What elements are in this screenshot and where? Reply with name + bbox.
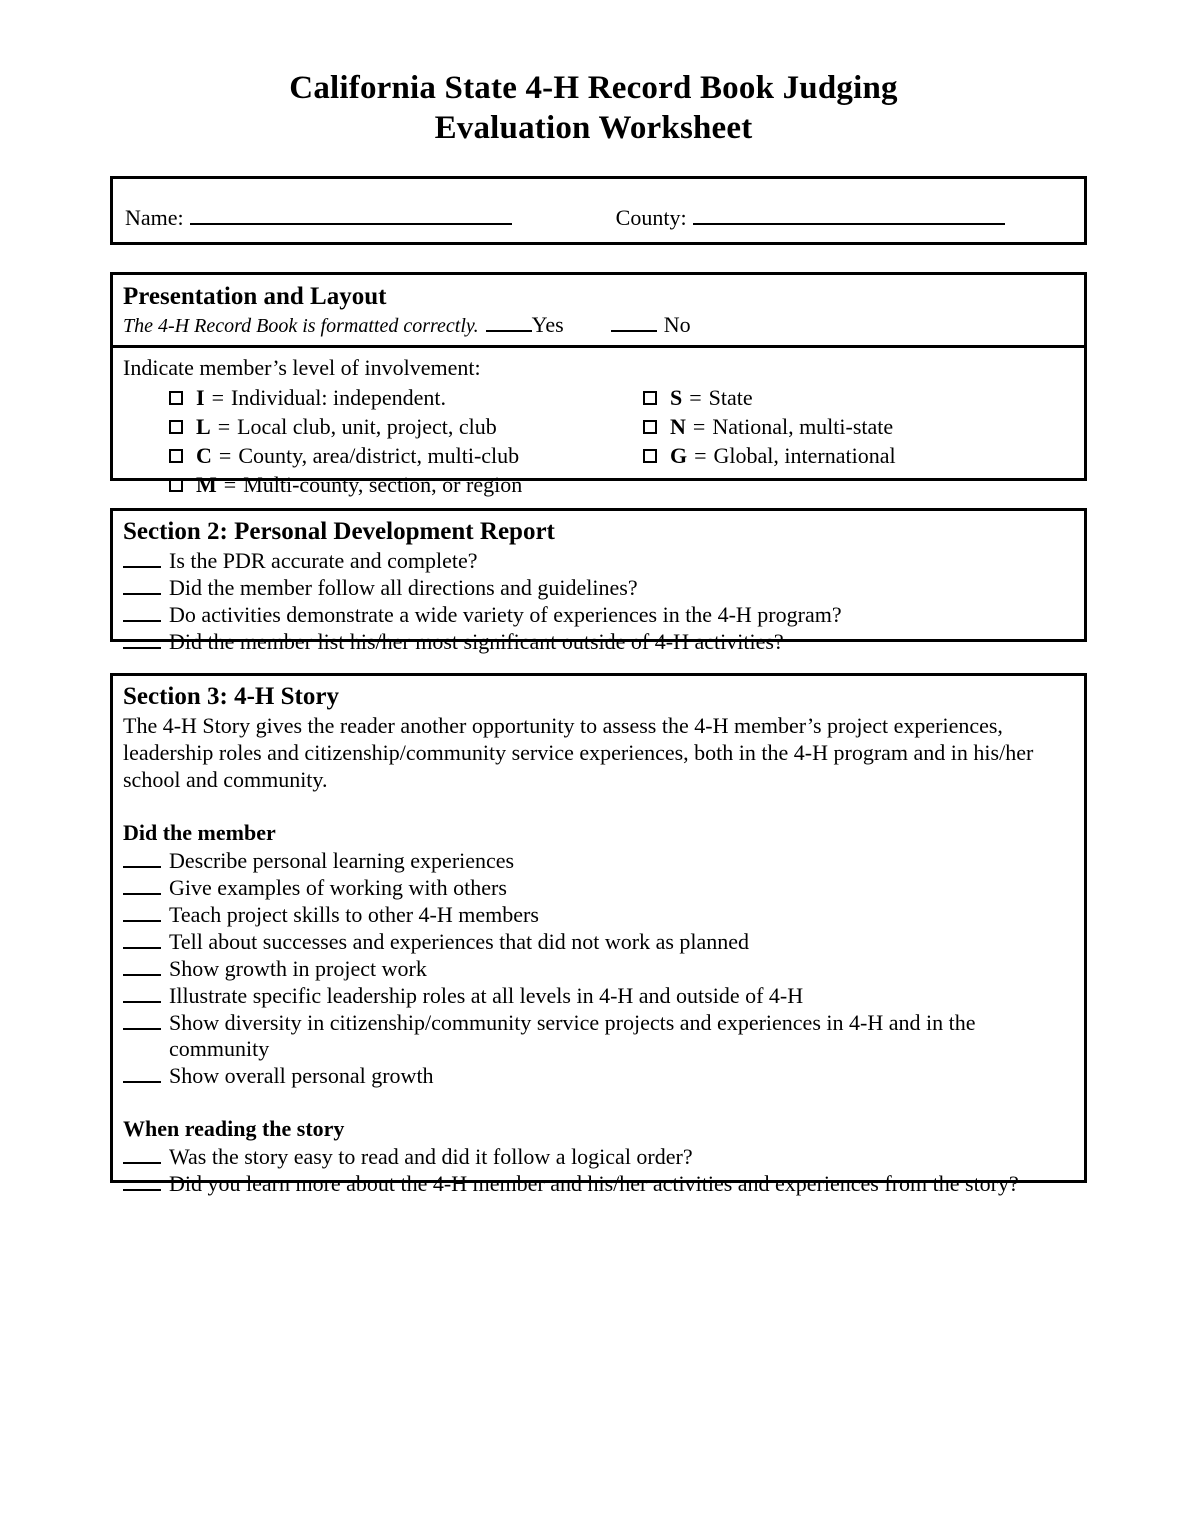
question-text: Tell about successes and experiences that did not work as planned bbox=[169, 929, 750, 954]
score-blank[interactable] bbox=[123, 959, 161, 976]
level-eq-N: = bbox=[692, 414, 706, 439]
level-desc-G: Global, international bbox=[713, 443, 896, 468]
no-blank[interactable] bbox=[611, 316, 657, 332]
score-blank[interactable] bbox=[123, 1174, 161, 1191]
level-code-I: I bbox=[196, 385, 205, 410]
level-desc-N: National, multi-state bbox=[712, 414, 894, 439]
question-row[interactable] bbox=[123, 929, 1084, 955]
name-label: Name: bbox=[125, 205, 184, 230]
involvement-cell bbox=[113, 348, 1084, 503]
section-3-heading: Section 3: 4-H Story bbox=[123, 683, 339, 710]
when-reading-heading: When reading the story bbox=[123, 1116, 345, 1141]
identity-box bbox=[110, 176, 1087, 245]
identity-row bbox=[113, 179, 1084, 231]
level-eq-I: = bbox=[211, 385, 224, 410]
checkbox-row-C[interactable] bbox=[169, 441, 1084, 470]
involvement-column-left bbox=[169, 383, 1084, 499]
question-text: Is the PDR accurate and complete? bbox=[169, 548, 478, 573]
score-blank[interactable] bbox=[123, 632, 161, 649]
question-text: Show diversity in citizenship/community service projects and experiences in 4-H and in the community bbox=[169, 1010, 976, 1061]
checkbox-icon[interactable] bbox=[643, 391, 657, 405]
question-row[interactable] bbox=[123, 1063, 1084, 1089]
question-row[interactable] bbox=[123, 1010, 1084, 1062]
question-text: Show overall personal growth bbox=[169, 1063, 434, 1088]
level-desc-L: Local club, unit, project, club bbox=[237, 414, 497, 439]
level-code-L: L bbox=[196, 414, 211, 439]
checkbox-row-L[interactable] bbox=[169, 412, 1084, 441]
involvement-column-right bbox=[643, 383, 896, 470]
did-the-member-heading: Did the member bbox=[123, 820, 276, 845]
level-desc-I: Individual: independent. bbox=[230, 385, 447, 410]
score-blank[interactable] bbox=[123, 932, 161, 949]
involvement-label: Indicate member’s level of involvement: bbox=[123, 355, 481, 380]
checkbox-icon[interactable] bbox=[643, 420, 657, 434]
question-text: Did you learn more about the 4-H member and his/her activities and experiences from the story? bbox=[169, 1171, 1019, 1196]
question-text: Teach project skills to other 4-H members bbox=[169, 902, 539, 927]
level-eq-G: = bbox=[694, 443, 707, 468]
question-row[interactable] bbox=[123, 629, 1084, 655]
question-text: Illustrate specific leadership roles at all levels in 4-H and outside of 4-H bbox=[169, 983, 804, 1008]
question-row[interactable] bbox=[123, 548, 1084, 574]
checkbox-icon[interactable] bbox=[169, 420, 183, 434]
section-2-heading: Section 2: Personal Development Report bbox=[123, 518, 555, 545]
level-eq-L: = bbox=[217, 414, 231, 439]
page-title-line-1: California State 4-H Record Book Judging bbox=[289, 70, 898, 106]
question-text: Did the member list his/her most significant outside of 4-H activities? bbox=[169, 629, 784, 654]
question-row[interactable] bbox=[123, 956, 1084, 982]
level-desc-M: Multi-county, section, or region bbox=[243, 472, 523, 497]
question-row[interactable] bbox=[123, 1171, 1084, 1197]
score-blank[interactable] bbox=[123, 851, 161, 868]
score-blank[interactable] bbox=[123, 1066, 161, 1083]
level-eq-S: = bbox=[689, 385, 702, 410]
spacer bbox=[123, 793, 1084, 819]
score-blank[interactable] bbox=[123, 605, 161, 622]
name-input-blank[interactable] bbox=[190, 207, 512, 225]
question-text: Was the story easy to read and did it follow a logical order? bbox=[169, 1144, 693, 1169]
level-eq-C: = bbox=[218, 443, 232, 468]
checkbox-row-N[interactable] bbox=[643, 412, 896, 441]
no-label: No bbox=[663, 312, 691, 337]
question-text: Show growth in project work bbox=[169, 956, 427, 981]
score-blank[interactable] bbox=[123, 578, 161, 595]
level-code-M: M bbox=[196, 472, 217, 497]
checkbox-row-I[interactable] bbox=[169, 383, 1084, 412]
score-blank[interactable] bbox=[123, 1013, 161, 1030]
checkbox-icon[interactable] bbox=[169, 391, 183, 405]
page-title bbox=[144, 0, 1044, 148]
question-row[interactable] bbox=[123, 602, 1084, 628]
score-blank[interactable] bbox=[123, 551, 161, 568]
section-2-box bbox=[110, 508, 1087, 654]
format-statement-text: The 4-H Record Book is formatted correctly. bbox=[123, 315, 479, 337]
score-blank[interactable] bbox=[123, 986, 161, 1003]
county-label: County: bbox=[615, 205, 687, 230]
question-row[interactable] bbox=[123, 575, 1084, 601]
question-row[interactable] bbox=[123, 875, 1084, 901]
checkbox-row-G[interactable] bbox=[643, 441, 896, 470]
question-row[interactable] bbox=[123, 848, 1084, 874]
level-desc-C: County, area/district, multi-club bbox=[238, 443, 520, 468]
score-blank[interactable] bbox=[123, 878, 161, 895]
level-eq-M: = bbox=[223, 472, 237, 497]
section-3-box bbox=[110, 673, 1087, 1196]
question-text: Give examples of working with others bbox=[169, 875, 507, 900]
yes-blank[interactable] bbox=[486, 316, 532, 332]
question-text: Describe personal learning experiences bbox=[169, 848, 515, 873]
page-title-line-2: Evaluation Worksheet bbox=[434, 110, 753, 146]
checkbox-icon[interactable] bbox=[169, 449, 183, 463]
section-2-question-list bbox=[123, 548, 1084, 655]
spacer bbox=[123, 1089, 1084, 1115]
checkbox-row-S[interactable] bbox=[643, 383, 896, 412]
question-row[interactable] bbox=[123, 902, 1084, 928]
presentation-heading: Presentation and Layout bbox=[123, 283, 387, 310]
level-code-S: S bbox=[670, 385, 683, 410]
section-2-inner bbox=[113, 511, 1084, 659]
question-row[interactable] bbox=[123, 1144, 1084, 1170]
level-desc-S: State bbox=[708, 385, 753, 410]
level-code-N: N bbox=[670, 414, 686, 439]
checkbox-icon[interactable] bbox=[169, 478, 183, 492]
section-3-intro: The 4-H Story gives the reader another opportunity to assess the 4-H member’s project experiences, leadership roles and citizenship/community service experiences, both in the 4-H program and in his/her school and community. bbox=[123, 713, 1034, 792]
when-reading-list bbox=[123, 1144, 1084, 1197]
involvement-checkbox-columns bbox=[123, 383, 1084, 499]
score-blank[interactable] bbox=[123, 1147, 161, 1164]
level-code-G: G bbox=[670, 443, 688, 468]
score-blank[interactable] bbox=[123, 905, 161, 922]
question-row[interactable] bbox=[123, 983, 1084, 1009]
question-text: Did the member follow all directions and guidelines? bbox=[169, 575, 638, 600]
checkbox-row-M[interactable] bbox=[169, 470, 1084, 499]
question-text: Do activities demonstrate a wide variety of experiences in the 4-H program? bbox=[169, 602, 842, 627]
yes-label: Yes bbox=[531, 312, 564, 337]
county-input-blank[interactable] bbox=[693, 207, 1005, 225]
presentation-header-cell bbox=[113, 275, 1084, 348]
did-the-member-list bbox=[123, 848, 1084, 1089]
level-code-C: C bbox=[196, 443, 212, 468]
checkbox-icon[interactable] bbox=[643, 449, 657, 463]
format-statement-row bbox=[123, 312, 1084, 339]
section-3-inner bbox=[113, 676, 1084, 1201]
presentation-and-layout-box bbox=[110, 272, 1087, 497]
